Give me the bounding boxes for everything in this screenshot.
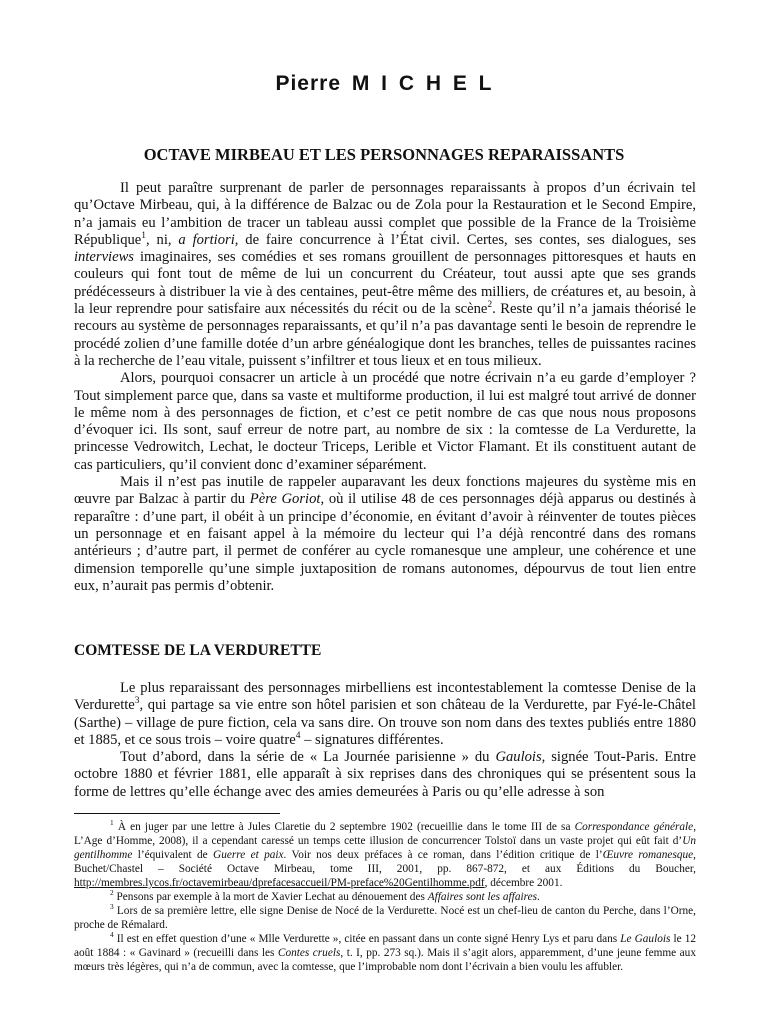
preface-link[interactable]: http://membres.lycos.fr/octavemirbeau/dprefacesaccueil/PM-preface%20Gentilhomme.pdf (74, 877, 485, 889)
italic-text: Père Goriot (249, 491, 321, 508)
footnote-ref[interactable]: 3 (134, 696, 140, 707)
text-run: Le plus reparaissant des personnages mirbelliens est incontestablement la comtesse Denise de la Verdurette (74, 680, 696, 714)
text-run: . Voir nos deux préfaces à ce roman, dans l’édition critique de l’ (283, 849, 603, 861)
text-run: Tout d’abord, dans la série de « La Journée parisienne » du (120, 749, 496, 766)
paragraph: Alors, pourquoi consacrer un article à un procédé que notre écrivain n’a eu garde d’employer ? Tout simplement parce que, dans sa vaste et multiforme production, il lui est malgré tout arrivé de donner le même nom à des personnages de fiction, et c’est ce petit nombre de cas que nous nous proposons d’évoquer ici. Ils sont, sauf erreur de notre part, au nombre de six : la comtesse de La Verdurette, la princesse Vedrowitch, Lechat, le docteur Triceps, Lerible et Victor Flamant. Et ils constituent autant de cas particuliers, qu’il convient donc d’examiner séparément. (74, 370, 696, 473)
footnote-ref[interactable]: 4 (295, 731, 301, 742)
footnote-separator (74, 813, 280, 814)
paragraph (74, 680, 696, 749)
footnote-number: 1 (110, 818, 114, 828)
text-run: , décembre 2001. (484, 877, 563, 889)
text-run: , ni, (146, 231, 179, 248)
footnote (74, 932, 696, 974)
text-run: imaginaires, ses comédies et ses romans grouillent de personnages pittoresques et hauts en couleurs qui font tout de même de lui un concurrent du Créateur, tout aussi apte que ses grands prédécesseurs à distribuer la vie à des centaines, peut-être même des milliers, de créatures et, au besoin, à la leur reprendre pour satisfaire aux nécessités du récit ou de la scène (74, 249, 696, 318)
footnote-number: 2 (110, 888, 114, 898)
italic-text: Guerre et paix (213, 849, 284, 861)
italic-text: Affaires sont les affaires (427, 891, 537, 903)
author-name: Pierre M I C H E L (275, 72, 493, 95)
text-run: , signée Tout-Paris. Entre octobre 1880 et février 1881, elle apparaît à six reprises dans des chroniques qui se présentent sous la forme de lettres qu’elle échange avec des amies demeurées à Paris ou qu’elle adresse à son (74, 749, 696, 800)
intro-text (74, 180, 696, 595)
text-run: Pensons par exemple à la mort de Xavier Lechat au dénouement des (113, 891, 428, 903)
italic-text: Œuvre romanesque (602, 849, 694, 861)
text-run: l’équivalent de (132, 849, 214, 861)
paragraph (74, 749, 696, 801)
text-run: , de faire concurrence à l’État civil. Certes, ses contes, ses dialogues, ses (234, 231, 696, 248)
italic-text: Le Gaulois (620, 933, 671, 945)
text-run: À en juger par une lettre à Jules Claretie du 2 septembre 1902 (recueillie dans le tome III de sa (113, 821, 575, 833)
text-run: Mais il n’est pas inutile de rappeler auparavant les deux fonctions majeures du système mis en œuvre par Balzac à partir du (74, 474, 696, 508)
italic-text: Contes cruels (277, 947, 341, 959)
italic-text: Correspondance générale (574, 821, 694, 833)
footnote-ref[interactable]: 2 (487, 300, 493, 311)
footnote (74, 820, 696, 890)
text-run: – signatures différentes. (300, 731, 444, 748)
section-heading: COMTESSE DE LA VERDURETTE (74, 642, 322, 659)
text-run: , L’Age d’Homme, 2008), il a cependant caressé un temps cette illusion de concurrencer Tolstoï dans un vaste projet qui eût fait d’ (74, 821, 697, 847)
text-run: , où il utilise 48 de ces personnages déjà apparus ou destinés à reparaître : d’une part, il obéit à un principe d’économie, en évitant d’avoir à réinventer de toutes pièces un personnage et en faisant appel à la mémoire du lecteur qui l’a déjà rencontré dans des romans antérieurs ; d’autre part, il permet de conférer au cycle romanesque une ampleur, une cohérence et une dimension temporelle qu’une simple juxtaposition de romans autonomes, dépourvus de tout lien entre eux, n’aurait pas permis d’obtenir. (74, 491, 697, 594)
text-run: Il peut paraître surprenant de parler de personnages reparaissants à propos d’un écrivain tel qu’Octave Mirbeau, qui, à la différence de Balzac ou de Zola pour la Restauration et le Second Empire, n’a jamais eu l’ambition de tracer un tableau aussi complet que possible de la France de la Troisième République (74, 180, 696, 248)
text-run: , t. I, pp. 273 sq.). Mais il s’agit alors, apparemment, d’une jeune femme aux mœurs très légères, qui n’a de commun, avec la comtesse, que l’improbable nom dont l’écrivain a bien voulu les affubler. (74, 947, 696, 973)
paragraph (74, 474, 696, 595)
text-run: Il est en effet question d’une « Mlle Verdurette », citée en passant dans un conte signé Henry Lys et paru dans (113, 933, 621, 945)
italic-text: interviews (74, 249, 134, 266)
section-text (74, 680, 696, 801)
footnote (74, 890, 696, 904)
footnote-number: 4 (110, 930, 114, 940)
footnotes (74, 820, 696, 974)
italic-text: Gaulois (495, 749, 542, 766)
text-run: , Buchet/Chastel – Société Octave Mirbeau, tome III, 2001, pp. 867-872, et aux Éditions du Boucher, (74, 849, 696, 875)
text-run: . Reste qu’il n’a jamais théorisé le recours au système de personnages reparaissants, et qu’il n’a pas davantage senti le besoin de reprendre le procédé zolien d’une famille dotée d’un arbre généalogique dont les branches, telles de puissantes racines à la recherche de l’eau vitale, puissent s’infiltrer et tous lieux et en tous milieux. (74, 301, 696, 369)
article-title: OCTAVE MIRBEAU ET LES PERSONNAGES REPARAISSANTS (143, 145, 625, 164)
italic-text: a fortiori (178, 231, 235, 248)
italic-text: Un gentilhomme (74, 835, 696, 861)
footnote-number: 3 (110, 902, 114, 912)
text-run: . (537, 891, 540, 903)
text-run: le 12 août 1884 : « Gavinard » (recueilli dans les (74, 933, 696, 959)
footnote-ref[interactable]: 1 (141, 231, 147, 242)
text-run: , qui partage sa vie entre son hôtel parisien et son château de la Verdurette, par Fyé-le-Châtel (Sarthe) – village de pure fiction, cela va sans dire. On trouve son nom dans des textes publiés entre 1880 et 1885, et ce sous trois – voire quatre (74, 697, 696, 748)
footnote (74, 904, 696, 932)
text-run: Lors de sa première lettre, elle signe Denise de Nocé de la Verdurette. Nocé est un chef-lieu de canton du Perche, dans l’Orne, proche de Rémalard. (74, 905, 696, 931)
paragraph (74, 180, 696, 370)
